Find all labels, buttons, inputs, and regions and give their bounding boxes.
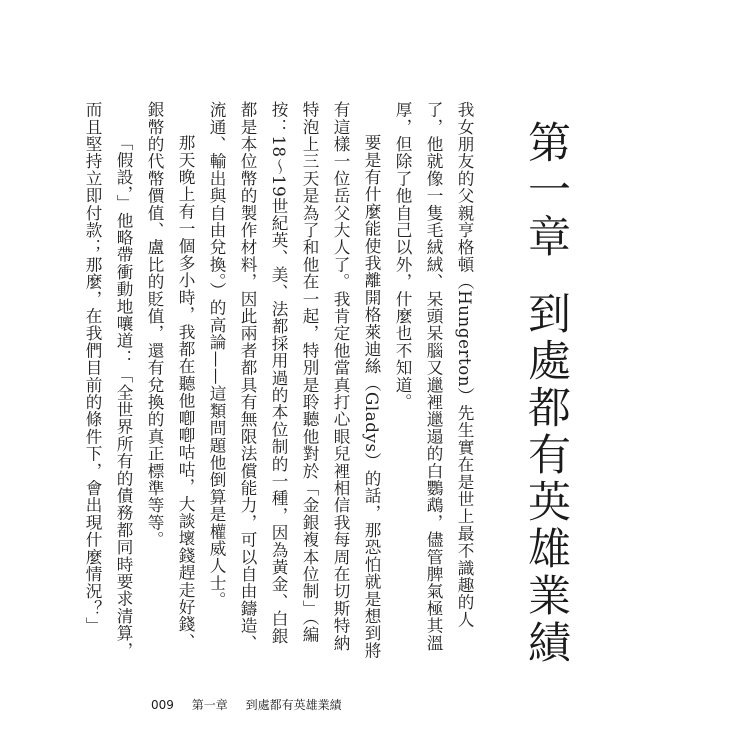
chapter-title-text: 到處都有英雄業績 <box>521 291 571 667</box>
footer-chapter-label: 第一章 <box>191 698 228 712</box>
paragraph-3: 那天晚上有一個多小時，我都在聽他喞喞咕咕，大談壞錢趕走好錢、銀幣的代幣價值、盧比的貶值，還有兌換的真正標準等等。 <box>145 101 195 651</box>
paragraph-2: 要是有什麼能使我離開格萊迪絲（Gladys）的話，那恐怕就是想到將有這樣一位岳父大人了。我肯定他當真打心眼兒裡相信我每周在切斯特納特泡上三天是為了和他在一起，特別是聆聽他對於「金銀複本位制」（編按：18～19世紀英、美、法都採用過的本位制的一種，因為黃金、白銀都是本位幣的製作材料，因此兩者都具有無限法償能力，可以自由鑄造、流通、輸出與自由兌換。）的高論——這類問題他倒算是權威人士。 <box>207 101 381 660</box>
body-text <box>77 101 480 661</box>
page-number: 009 <box>151 698 174 712</box>
chapter-heading <box>521 120 571 667</box>
chapter-label: 第一章 <box>521 120 571 261</box>
page-footer <box>151 696 342 713</box>
footer-chapter-title: 到處都有英雄業績 <box>245 698 342 712</box>
paragraph-4: 「假設，」他略帶衝動地嚷道：「全世界所有的債務都同時要求清算，而且堅持立即付款；那麼，在我們目前的條件下，會出現什麼情況？」 <box>83 101 133 660</box>
paragraph-1: 我女朋友的父親亨格頓（Hungerton）先生實在是世上最不識趣的人了，他就像一隻毛絨絨、呆頭呆腦又邋裡邋遢的白鸚鵡，儘管脾氣極其溫厚，但除了他自己以外，什麼也不知道。 <box>393 101 474 652</box>
